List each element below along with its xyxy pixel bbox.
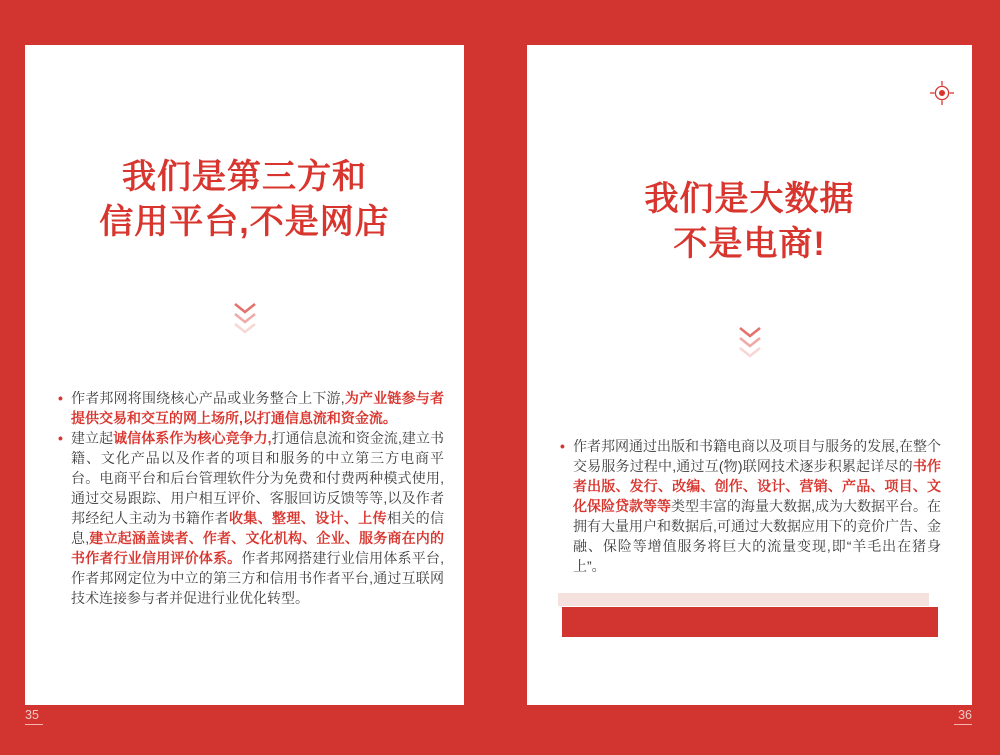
bullet-text: 作者邦网通过出版和书籍电商以及项目与服务的发展,在整个交易服务过程中,通过互(物)联网技术逐步积累起详尽的书作者出版、发行、改编、创作、设计、营销、产品、项目、文化保险贷款等等类型丰富的海量大数据,成为大数据平台。在拥有大量用户和数据后,可通过大数据应用下的竞价广告、金融、保险等增值服务将巨大的流量变现,即“羊毛出在猪身上”。 <box>573 438 942 574</box>
list-item <box>58 428 444 608</box>
page-number-left: 35 <box>25 708 43 725</box>
page-left <box>25 45 464 705</box>
page-title-right <box>527 177 972 267</box>
bullet-icon: • <box>560 438 565 454</box>
triple-chevron-down-icon <box>527 325 972 366</box>
page-right <box>527 45 972 705</box>
list-item <box>58 388 444 428</box>
title-line-2: 不是电商! <box>673 225 826 263</box>
body-text-right <box>560 436 941 576</box>
highlight-bar <box>562 607 938 637</box>
bullet-icon: • <box>58 390 63 406</box>
bullet-icon: • <box>58 430 63 446</box>
list-item <box>560 436 941 576</box>
target-crosshair-icon <box>929 80 955 106</box>
body-text-left <box>58 388 444 608</box>
title-line-2: 信用平台,不是网店 <box>99 203 390 241</box>
bullet-text: 作者邦网将围绕核心产品或业务整合上下游,为产业链参与者提供交易和交互的网上场所,以打通信息流和资金流。 <box>71 390 445 426</box>
title-line-1: 我们是大数据 <box>644 180 855 218</box>
highlight-bar-shadow <box>558 593 929 606</box>
title-line-1: 我们是第三方和 <box>122 158 367 196</box>
triple-chevron-down-icon <box>25 301 464 342</box>
page-number-right: 36 <box>954 708 972 725</box>
page-title-left <box>25 155 464 245</box>
bullet-text: 建立起诚信体系作为核心竞争力,打通信息流和资金流,建立书籍、文化产品以及作者的项目和服务的中立第三方电商平台。电商平台和后台管理软件分为免费和付费两种模式使用,通过交易跟踪、用户相互评价、客服回访反馈等等,以及作者邦经纪人主动为书籍作者收集、整理、设计、上传相关的信息,建立起涵盖读者、作者、文化机构、企业、服务商在内的书作者行业信用评价体系。作者邦网搭建行业信用体系平台,作者邦网定位为中立的第三方和信用书作者平台,通过互联网技术连接参与者并促进行业优化转型。 <box>71 430 445 606</box>
